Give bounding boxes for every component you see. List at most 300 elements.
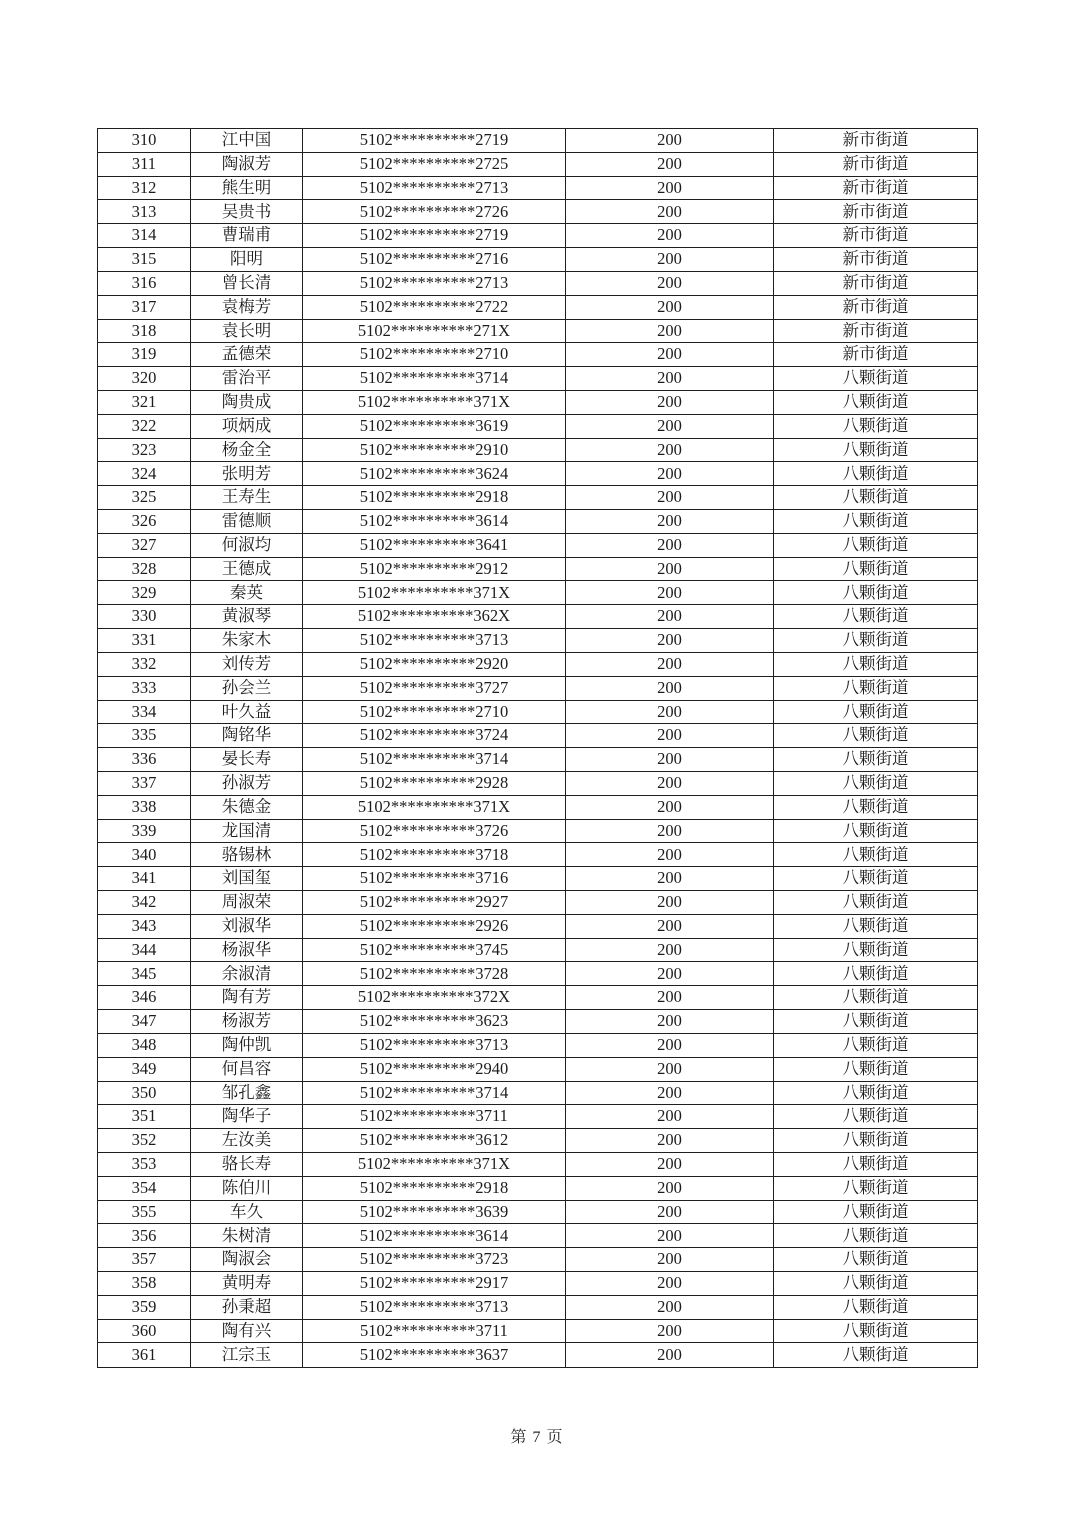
cell-street: 八颗街道 [774,1081,978,1105]
cell-amount: 200 [566,605,774,629]
cell-amount: 200 [566,367,774,391]
table-row [98,605,978,629]
cell-index: 335 [98,724,191,748]
cell-street: 八颗街道 [774,414,978,438]
table-row [98,938,978,962]
cell-street: 八颗街道 [774,1224,978,1248]
cell-street: 新市街道 [774,271,978,295]
cell-street: 八颗街道 [774,629,978,653]
cell-index: 346 [98,986,191,1010]
cell-index: 316 [98,271,191,295]
cell-name: 骆锡林 [191,843,303,867]
cell-index: 341 [98,867,191,891]
cell-street: 八颗街道 [774,843,978,867]
cell-amount: 200 [566,1319,774,1343]
cell-name: 江宗玉 [191,1343,303,1368]
cell-amount: 200 [566,1272,774,1296]
cell-id: 5102**********3711 [303,1319,566,1343]
table-row [98,1200,978,1224]
table-row [98,891,978,915]
cell-index: 337 [98,771,191,795]
cell-amount: 200 [566,152,774,176]
cell-street: 八颗街道 [774,557,978,581]
cell-amount: 200 [566,390,774,414]
cell-index: 334 [98,700,191,724]
cell-id: 5102**********3713 [303,1033,566,1057]
cell-index: 361 [98,1343,191,1368]
cell-amount: 200 [566,748,774,772]
cell-amount: 200 [566,557,774,581]
cell-id: 5102**********3639 [303,1200,566,1224]
cell-id: 5102**********2710 [303,343,566,367]
cell-id: 5102**********3726 [303,819,566,843]
table-row [98,557,978,581]
cell-id: 5102**********3723 [303,1248,566,1272]
cell-street: 八颗街道 [774,1010,978,1034]
cell-amount: 200 [566,1152,774,1176]
cell-street: 新市街道 [774,152,978,176]
cell-name: 左汝美 [191,1129,303,1153]
cell-amount: 200 [566,1200,774,1224]
cell-name: 雷德顺 [191,510,303,534]
cell-name: 陶铭华 [191,724,303,748]
cell-id: 5102**********3614 [303,1224,566,1248]
cell-index: 329 [98,581,191,605]
cell-name: 何淑均 [191,533,303,557]
cell-street: 八颗街道 [774,891,978,915]
cell-name: 黄淑琴 [191,605,303,629]
cell-id: 5102**********271X [303,319,566,343]
table-row [98,819,978,843]
table-row [98,414,978,438]
cell-name: 曾长清 [191,271,303,295]
cell-amount: 200 [566,1295,774,1319]
cell-amount: 200 [566,129,774,153]
table-row [98,700,978,724]
table-row [98,676,978,700]
cell-amount: 200 [566,200,774,224]
cell-street: 新市街道 [774,295,978,319]
cell-index: 333 [98,676,191,700]
cell-index: 318 [98,319,191,343]
cell-id: 5102**********2716 [303,248,566,272]
cell-id: 5102**********2926 [303,914,566,938]
cell-id: 5102**********371X [303,581,566,605]
cell-index: 330 [98,605,191,629]
cell-street: 八颗街道 [774,1033,978,1057]
cell-name: 余淑清 [191,962,303,986]
cell-street: 新市街道 [774,343,978,367]
cell-id: 5102**********2713 [303,176,566,200]
cell-street: 八颗街道 [774,1343,978,1368]
table-row [98,510,978,534]
cell-amount: 200 [566,486,774,510]
cell-index: 315 [98,248,191,272]
cell-street: 新市街道 [774,176,978,200]
cell-amount: 200 [566,343,774,367]
cell-amount: 200 [566,700,774,724]
cell-amount: 200 [566,1129,774,1153]
cell-amount: 200 [566,533,774,557]
cell-id: 5102**********2713 [303,271,566,295]
cell-street: 八颗街道 [774,1057,978,1081]
cell-id: 5102**********3728 [303,962,566,986]
cell-id: 5102**********372X [303,986,566,1010]
cell-index: 348 [98,1033,191,1057]
cell-name: 刘淑华 [191,914,303,938]
cell-index: 354 [98,1176,191,1200]
cell-amount: 200 [566,843,774,867]
cell-name: 刘国玺 [191,867,303,891]
cell-name: 陶有芳 [191,986,303,1010]
cell-index: 356 [98,1224,191,1248]
cell-name: 袁长明 [191,319,303,343]
table-row [98,962,978,986]
cell-street: 八颗街道 [774,819,978,843]
cell-name: 叶久益 [191,700,303,724]
table-row [98,795,978,819]
cell-street: 八颗街道 [774,1152,978,1176]
cell-id: 5102**********3724 [303,724,566,748]
cell-amount: 200 [566,462,774,486]
cell-index: 331 [98,629,191,653]
cell-amount: 200 [566,271,774,295]
cell-index: 324 [98,462,191,486]
cell-amount: 200 [566,795,774,819]
table-row [98,1248,978,1272]
cell-index: 358 [98,1272,191,1296]
cell-street: 新市街道 [774,319,978,343]
cell-name: 朱树清 [191,1224,303,1248]
cell-id: 5102**********3745 [303,938,566,962]
cell-amount: 200 [566,414,774,438]
cell-index: 325 [98,486,191,510]
cell-index: 332 [98,652,191,676]
table-row [98,438,978,462]
cell-street: 八颗街道 [774,1248,978,1272]
cell-amount: 200 [566,914,774,938]
table-row [98,1010,978,1034]
cell-id: 5102**********3641 [303,533,566,557]
table-row [98,914,978,938]
table-row [98,1129,978,1153]
cell-amount: 200 [566,176,774,200]
cell-name: 车久 [191,1200,303,1224]
cell-name: 孟德荣 [191,343,303,367]
cell-index: 345 [98,962,191,986]
cell-amount: 200 [566,1105,774,1129]
cell-name: 张明芳 [191,462,303,486]
cell-street: 新市街道 [774,129,978,153]
cell-index: 326 [98,510,191,534]
cell-street: 八颗街道 [774,1295,978,1319]
cell-id: 5102**********3614 [303,510,566,534]
table-row [98,1295,978,1319]
cell-index: 347 [98,1010,191,1034]
table-row [98,319,978,343]
cell-name: 朱德金 [191,795,303,819]
cell-id: 5102**********2910 [303,438,566,462]
table-row [98,1152,978,1176]
cell-street: 八颗街道 [774,748,978,772]
cell-id: 5102**********3624 [303,462,566,486]
table-row [98,724,978,748]
cell-amount: 200 [566,438,774,462]
cell-name: 袁梅芳 [191,295,303,319]
cell-id: 5102**********2927 [303,891,566,915]
page-number: 第 7 页 [510,1429,564,1446]
cell-amount: 200 [566,676,774,700]
table-row [98,581,978,605]
cell-street: 八颗街道 [774,986,978,1010]
cell-street: 新市街道 [774,224,978,248]
cell-index: 312 [98,176,191,200]
cell-id: 5102**********3718 [303,843,566,867]
cell-name: 杨淑芳 [191,1010,303,1034]
table-row [98,486,978,510]
table-row [98,1033,978,1057]
cell-index: 317 [98,295,191,319]
cell-name: 杨金全 [191,438,303,462]
cell-index: 339 [98,819,191,843]
cell-amount: 200 [566,629,774,653]
cell-index: 314 [98,224,191,248]
cell-id: 5102**********2918 [303,1176,566,1200]
cell-index: 321 [98,390,191,414]
cell-name: 江中国 [191,129,303,153]
table-row [98,271,978,295]
beneficiary-table [97,128,978,1368]
cell-name: 龙国清 [191,819,303,843]
table-row [98,843,978,867]
cell-street: 八颗街道 [774,962,978,986]
cell-index: 327 [98,533,191,557]
cell-street: 八颗街道 [774,914,978,938]
table-row [98,200,978,224]
cell-name: 杨淑华 [191,938,303,962]
cell-index: 328 [98,557,191,581]
cell-id: 5102**********2725 [303,152,566,176]
cell-name: 陶华子 [191,1105,303,1129]
cell-street: 八颗街道 [774,438,978,462]
table-row [98,1057,978,1081]
cell-index: 342 [98,891,191,915]
cell-id: 5102**********371X [303,795,566,819]
cell-id: 5102**********3713 [303,1295,566,1319]
cell-name: 陶有兴 [191,1319,303,1343]
cell-street: 八颗街道 [774,1176,978,1200]
cell-id: 5102**********3619 [303,414,566,438]
cell-amount: 200 [566,1010,774,1034]
cell-id: 5102**********2722 [303,295,566,319]
cell-name: 雷治平 [191,367,303,391]
cell-street: 八颗街道 [774,390,978,414]
cell-index: 353 [98,1152,191,1176]
cell-name: 秦英 [191,581,303,605]
cell-amount: 200 [566,962,774,986]
cell-street: 八颗街道 [774,510,978,534]
cell-id: 5102**********2918 [303,486,566,510]
cell-amount: 200 [566,891,774,915]
cell-street: 八颗街道 [774,795,978,819]
cell-amount: 200 [566,1224,774,1248]
cell-index: 344 [98,938,191,962]
table-row [98,748,978,772]
cell-id: 5102**********2928 [303,771,566,795]
cell-street: 八颗街道 [774,367,978,391]
cell-index: 322 [98,414,191,438]
cell-amount: 200 [566,510,774,534]
cell-index: 355 [98,1200,191,1224]
cell-street: 新市街道 [774,200,978,224]
table-body [98,129,978,1368]
cell-index: 360 [98,1319,191,1343]
cell-index: 336 [98,748,191,772]
table-row [98,152,978,176]
cell-id: 5102**********371X [303,1152,566,1176]
cell-amount: 200 [566,771,774,795]
cell-index: 319 [98,343,191,367]
table-row [98,248,978,272]
cell-index: 357 [98,1248,191,1272]
cell-street: 八颗街道 [774,1319,978,1343]
cell-amount: 200 [566,1248,774,1272]
cell-amount: 200 [566,319,774,343]
cell-amount: 200 [566,581,774,605]
cell-street: 八颗街道 [774,1272,978,1296]
cell-amount: 200 [566,1176,774,1200]
cell-name: 陶仲凯 [191,1033,303,1057]
table-row [98,176,978,200]
cell-name: 王寿生 [191,486,303,510]
cell-street: 八颗街道 [774,938,978,962]
table-row [98,1176,978,1200]
table-row [98,1081,978,1105]
table-row [98,224,978,248]
cell-street: 新市街道 [774,248,978,272]
cell-id: 5102**********3711 [303,1105,566,1129]
cell-name: 陶贵成 [191,390,303,414]
cell-street: 八颗街道 [774,581,978,605]
cell-amount: 200 [566,1033,774,1057]
cell-id: 5102**********2920 [303,652,566,676]
table-row [98,652,978,676]
table-row [98,1105,978,1129]
cell-name: 陈伯川 [191,1176,303,1200]
cell-index: 352 [98,1129,191,1153]
cell-street: 八颗街道 [774,533,978,557]
cell-street: 八颗街道 [774,652,978,676]
cell-street: 八颗街道 [774,462,978,486]
cell-amount: 200 [566,248,774,272]
cell-index: 313 [98,200,191,224]
cell-name: 邹孔鑫 [191,1081,303,1105]
table-row [98,1272,978,1296]
cell-street: 八颗街道 [774,700,978,724]
table-row [98,1319,978,1343]
cell-name: 阳明 [191,248,303,272]
cell-amount: 200 [566,652,774,676]
cell-id: 5102**********3727 [303,676,566,700]
cell-id: 5102**********3714 [303,748,566,772]
cell-name: 晏长寿 [191,748,303,772]
cell-id: 5102**********3716 [303,867,566,891]
table-row [98,367,978,391]
cell-id: 5102**********2912 [303,557,566,581]
table-row [98,129,978,153]
cell-amount: 200 [566,724,774,748]
table-row [98,462,978,486]
cell-street: 八颗街道 [774,486,978,510]
cell-id: 5102**********2917 [303,1272,566,1296]
cell-id: 5102**********2719 [303,129,566,153]
cell-street: 八颗街道 [774,676,978,700]
cell-street: 八颗街道 [774,1200,978,1224]
cell-name: 曹瑞甫 [191,224,303,248]
cell-index: 359 [98,1295,191,1319]
cell-id: 5102**********2726 [303,200,566,224]
cell-index: 340 [98,843,191,867]
cell-name: 何昌容 [191,1057,303,1081]
cell-street: 八颗街道 [774,605,978,629]
cell-id: 5102**********3612 [303,1129,566,1153]
cell-id: 5102**********371X [303,390,566,414]
cell-name: 孙秉超 [191,1295,303,1319]
cell-index: 320 [98,367,191,391]
cell-id: 5102**********2719 [303,224,566,248]
cell-id: 5102**********362X [303,605,566,629]
cell-amount: 200 [566,986,774,1010]
cell-name: 陶淑芳 [191,152,303,176]
cell-street: 八颗街道 [774,1129,978,1153]
table-row [98,533,978,557]
cell-index: 343 [98,914,191,938]
cell-street: 八颗街道 [774,771,978,795]
cell-name: 孙淑芳 [191,771,303,795]
cell-id: 5102**********2940 [303,1057,566,1081]
cell-amount: 200 [566,224,774,248]
cell-name: 周淑荣 [191,891,303,915]
cell-index: 350 [98,1081,191,1105]
cell-id: 5102**********3623 [303,1010,566,1034]
cell-name: 王德成 [191,557,303,581]
cell-name: 吴贵书 [191,200,303,224]
cell-id: 5102**********3713 [303,629,566,653]
cell-name: 孙会兰 [191,676,303,700]
cell-name: 骆长寿 [191,1152,303,1176]
cell-name: 朱家木 [191,629,303,653]
cell-amount: 200 [566,1343,774,1368]
table-row [98,390,978,414]
table-row [98,295,978,319]
cell-id: 5102**********3637 [303,1343,566,1368]
table-row [98,867,978,891]
cell-amount: 200 [566,1057,774,1081]
table-row [98,343,978,367]
cell-index: 351 [98,1105,191,1129]
cell-name: 黄明寿 [191,1272,303,1296]
cell-name: 刘传芳 [191,652,303,676]
cell-index: 311 [98,152,191,176]
cell-name: 陶淑会 [191,1248,303,1272]
cell-index: 310 [98,129,191,153]
table-row [98,986,978,1010]
cell-name: 熊生明 [191,176,303,200]
cell-index: 338 [98,795,191,819]
cell-amount: 200 [566,938,774,962]
cell-id: 5102**********3714 [303,367,566,391]
cell-street: 八颗街道 [774,724,978,748]
